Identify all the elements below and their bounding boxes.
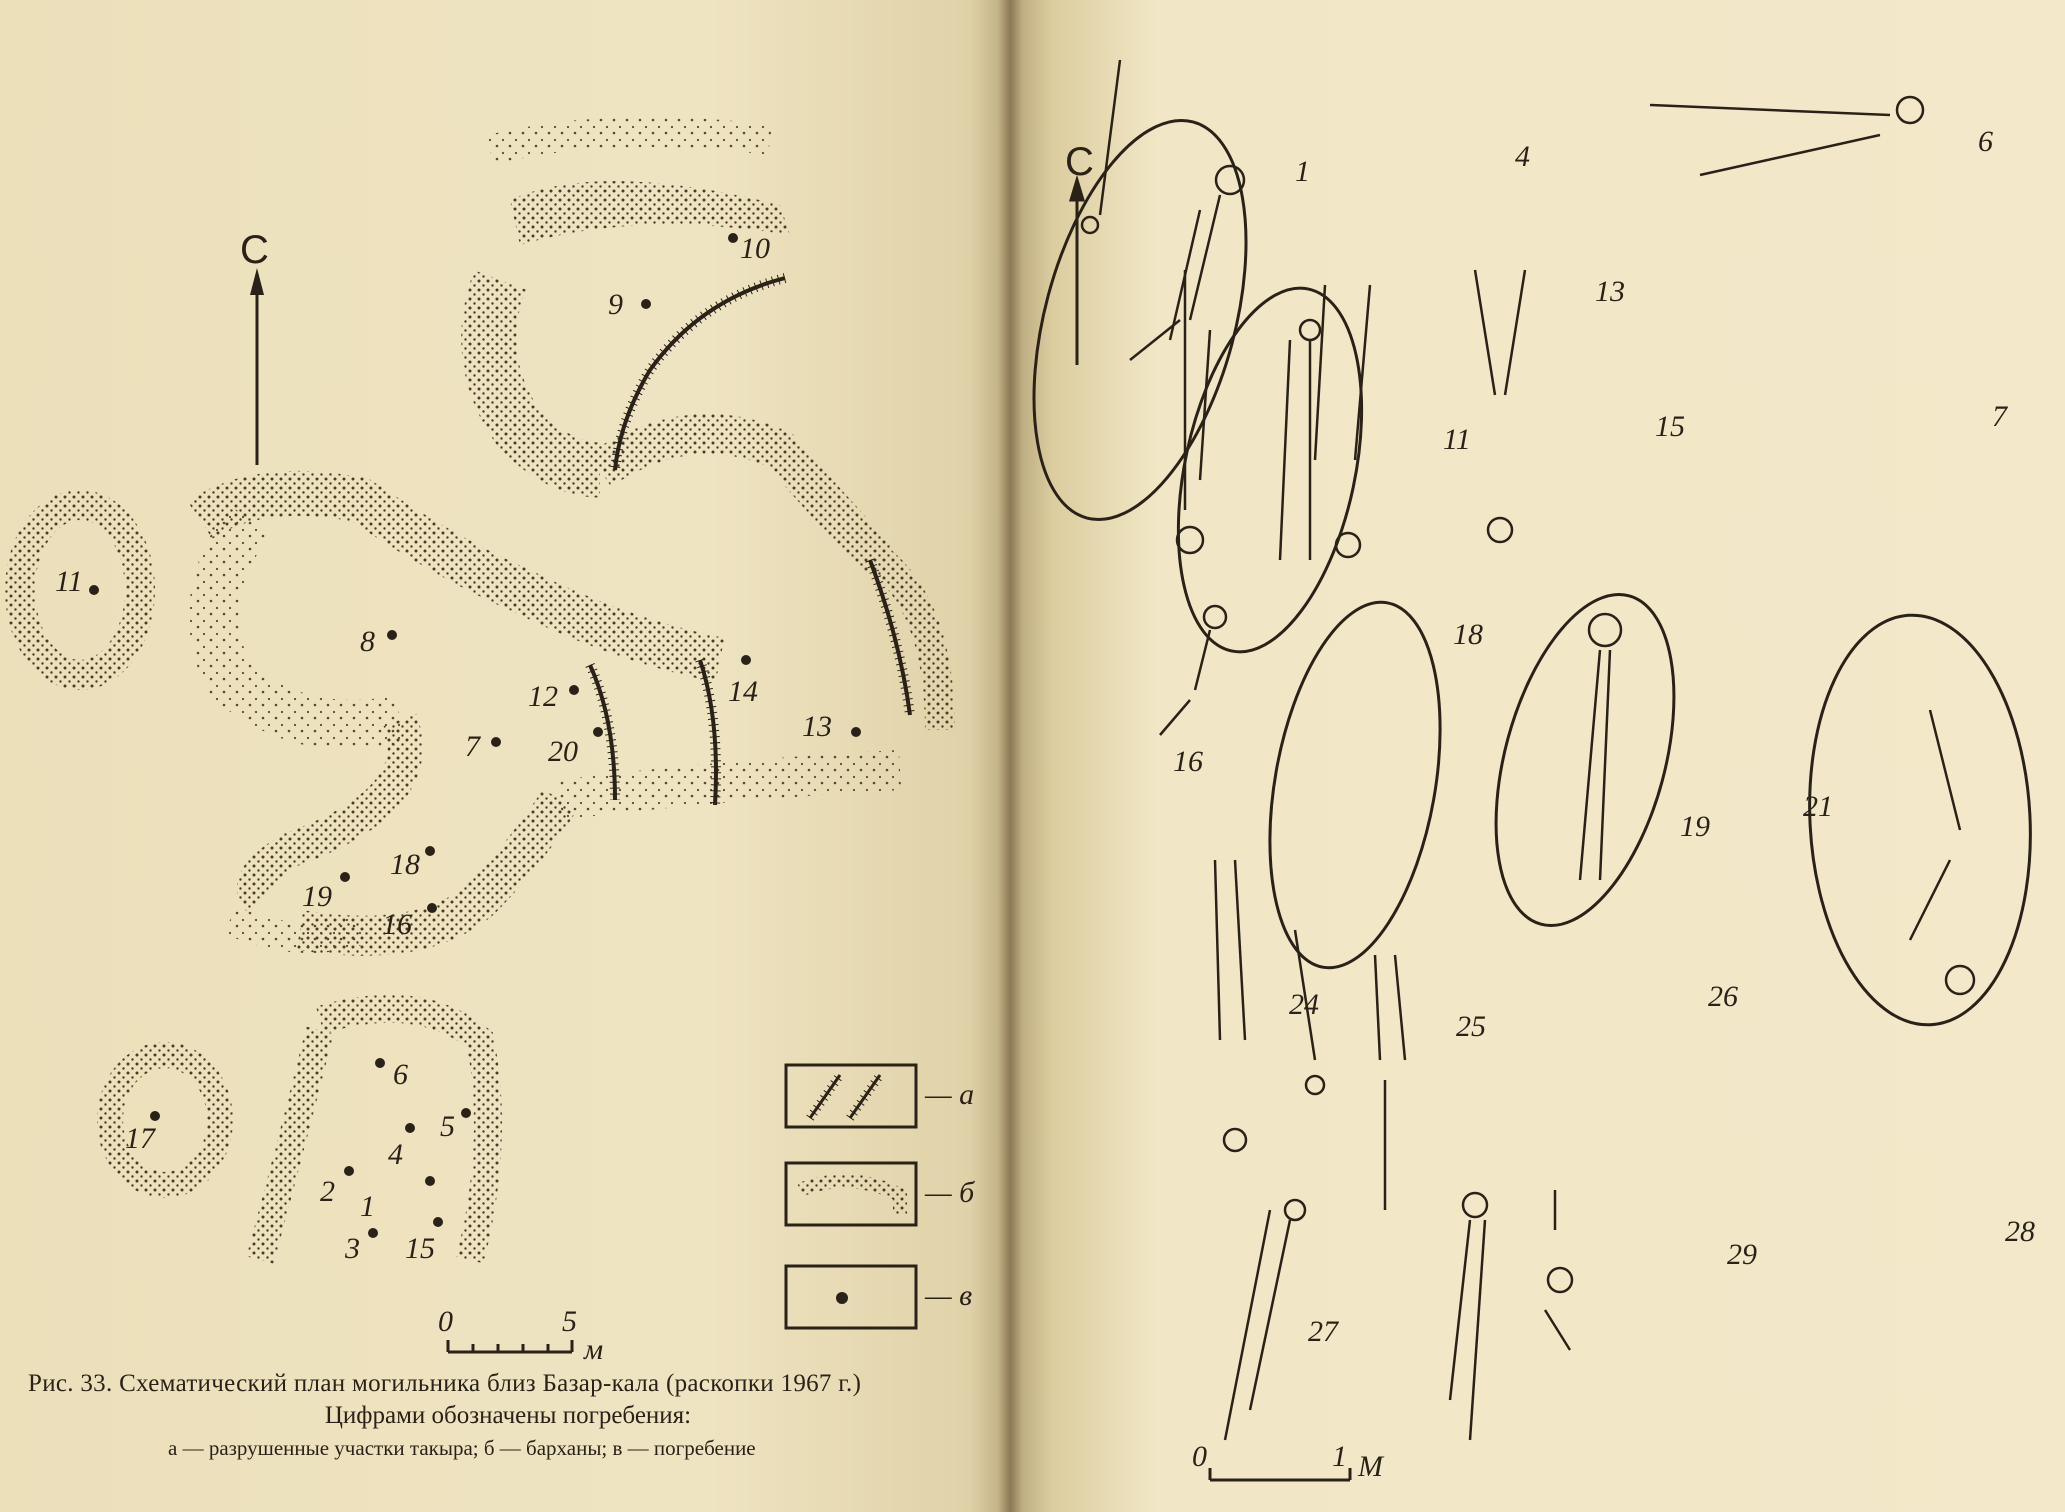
north-label: С bbox=[240, 228, 269, 272]
north-label: С bbox=[1065, 140, 1094, 184]
skeletons bbox=[1082, 60, 1974, 1440]
burial-label: 16 bbox=[382, 908, 412, 941]
burial-label: 29 bbox=[1727, 1238, 1757, 1271]
legend-key-b: — б bbox=[925, 1176, 975, 1209]
burial-label: 16 bbox=[1173, 745, 1203, 778]
burial-label: 15 bbox=[1655, 410, 1685, 443]
burial-label: 5 bbox=[440, 1110, 455, 1143]
burial-label: 8 bbox=[360, 625, 375, 658]
burial-label: 26 bbox=[1708, 980, 1738, 1013]
book-spine bbox=[998, 0, 1022, 1512]
burial-label: 2 bbox=[320, 1175, 335, 1208]
burial-ground-plan bbox=[0, 0, 1010, 1360]
scale-unit: м bbox=[584, 1333, 604, 1366]
burial-label: 9 bbox=[608, 288, 623, 321]
burial-label: 19 bbox=[302, 880, 332, 913]
burial-label: 11 bbox=[1443, 423, 1471, 456]
burial-drawings bbox=[1010, 0, 2065, 1512]
burial-label: 25 bbox=[1456, 1010, 1486, 1043]
scale-start: 0 bbox=[438, 1305, 453, 1338]
burial-label: 13 bbox=[802, 710, 832, 743]
burial-label: 19 bbox=[1680, 810, 1710, 843]
burial-label: 1 bbox=[1295, 155, 1310, 188]
caption-legend: а — разрушенные участки такыра; б — барханы; в — погребение bbox=[168, 1436, 756, 1460]
right-page bbox=[1010, 0, 2065, 1512]
burial-label: 27 bbox=[1308, 1315, 1338, 1348]
legend-key-a: — а bbox=[925, 1078, 975, 1111]
caption-subtitle: Цифрами обозначены погребения: bbox=[324, 1402, 692, 1429]
burial-label: 13 bbox=[1595, 275, 1625, 308]
burial-label: 12 bbox=[528, 680, 558, 713]
burial-label: 4 bbox=[388, 1138, 403, 1171]
burial-label: 28 bbox=[2005, 1215, 2035, 1248]
legend bbox=[786, 1065, 916, 1328]
burial-label: 17 bbox=[125, 1122, 155, 1155]
dunes bbox=[20, 132, 940, 1260]
burial-label: 4 bbox=[1515, 140, 1530, 173]
burial-label: 6 bbox=[1978, 125, 1993, 158]
burial-label: 7 bbox=[465, 730, 480, 763]
scale-start: 0 bbox=[1192, 1440, 1207, 1473]
burial-label: 21 bbox=[1803, 790, 1833, 823]
burial-label: 24 bbox=[1289, 988, 1319, 1021]
burial-label: 7 bbox=[1992, 400, 2007, 433]
burial-label: 1 bbox=[360, 1190, 375, 1223]
burial-label: 14 bbox=[728, 675, 758, 708]
burial-label: 18 bbox=[1453, 618, 1483, 651]
burial-label: 10 bbox=[740, 232, 770, 265]
caption-title: Рис. 33. Схематический план могильника близ Базар-кала (раскопки 1967 г.) bbox=[28, 1370, 862, 1397]
scale-end: 1 bbox=[1332, 1440, 1347, 1473]
left-page bbox=[0, 0, 1010, 1512]
scale-end: 5 bbox=[562, 1305, 577, 1338]
north-arrow bbox=[250, 268, 264, 465]
burial-label: 11 bbox=[55, 565, 83, 598]
grave-pits bbox=[1010, 97, 2041, 1030]
figure-caption bbox=[28, 1370, 988, 1461]
scale-bar bbox=[448, 1340, 572, 1352]
burial-label: 6 bbox=[393, 1058, 408, 1091]
burial-label: 15 bbox=[405, 1232, 435, 1265]
burial-label: 20 bbox=[548, 735, 578, 768]
scale-bar bbox=[1210, 1468, 1350, 1480]
burial-label: 18 bbox=[390, 848, 420, 881]
legend-key-v: — в bbox=[925, 1279, 973, 1312]
burial-label: 3 bbox=[345, 1232, 360, 1265]
scale-unit: М bbox=[1358, 1450, 1383, 1483]
